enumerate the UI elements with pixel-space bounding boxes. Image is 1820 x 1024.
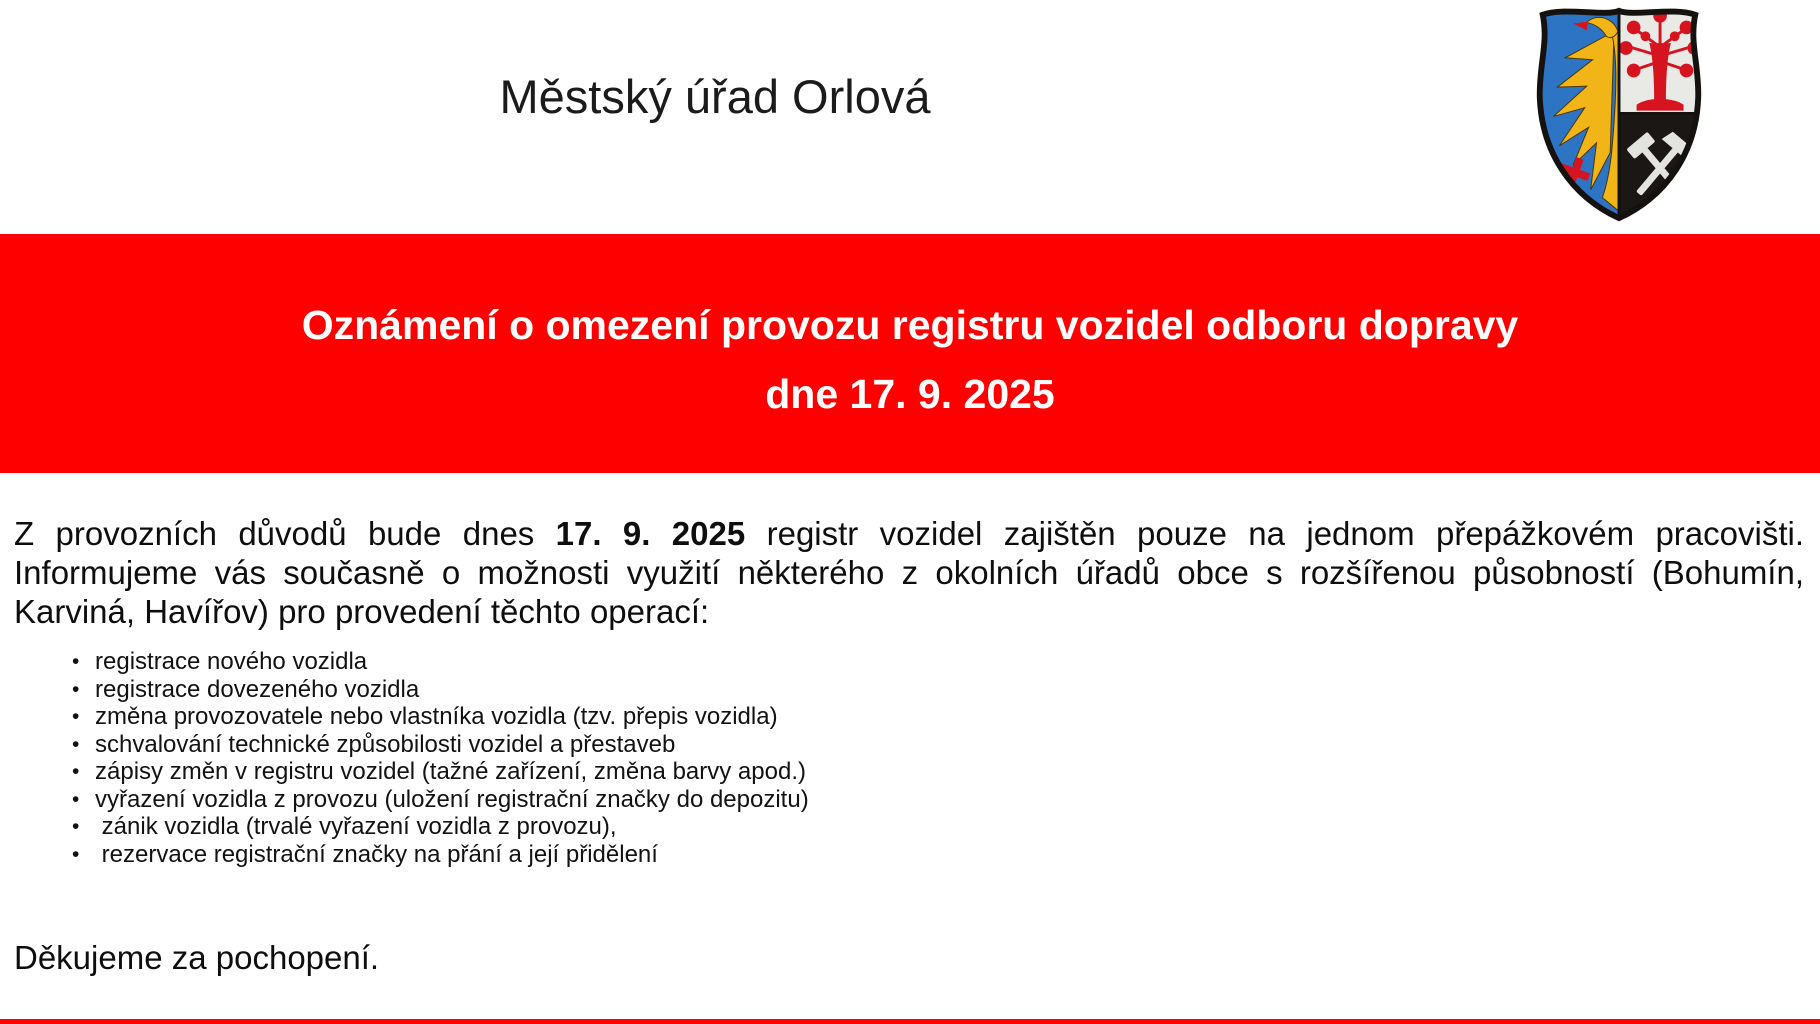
list-item <box>72 841 1222 869</box>
list-item <box>72 813 1222 841</box>
body-line-3: Karviná, Havířov) pro provedení těchto operací: <box>14 593 710 630</box>
bullet-icon: • <box>72 677 80 701</box>
list-item-text: vyřazení vozidla z provozu (uložení registrační značky do depozitu) <box>95 785 809 813</box>
list-item-text: zápisy změn v registru vozidel (tažné zařízení, změna barvy apod.) <box>95 758 806 785</box>
bullet-icon: • <box>72 650 80 673</box>
body-line-1-date: 17. 9. 2025 <box>555 515 746 552</box>
list-item-text: rezervace registrační značky na přání a její přidělení <box>95 840 658 868</box>
body-line-1-prefix: Z provozních důvodů bude dnes <box>14 515 535 552</box>
list-item <box>72 731 1222 759</box>
banner-title: Oznámení o omezení provozu registru vozidel odboru dopravy <box>301 302 1519 348</box>
bullet-icon: • <box>72 705 80 728</box>
bullet-icon: • <box>72 760 80 783</box>
banner-date: dne 17. 9. 2025 <box>765 371 1055 418</box>
body-paragraph <box>14 514 1804 631</box>
list-item-text: registrace nového vozidla <box>95 648 368 675</box>
list-item-text: zánik vozidla (trvalé vyřazení vozidla z provozu), <box>95 813 617 840</box>
orlova-coat-of-arms-icon <box>1526 4 1712 224</box>
list-item <box>72 758 1222 786</box>
shield-fields <box>1526 4 1712 224</box>
thanks-text: Děkujeme za pochopení. <box>14 939 380 976</box>
body-line-1 <box>14 514 1804 553</box>
body-line-1-suffix: registr vozidel zajištěn pouze na jednom přepážkovém pracovišti. <box>766 515 1804 552</box>
operations-list <box>72 648 1222 868</box>
list-item-text: registrace dovezeného vozidla <box>95 675 420 703</box>
bullet-icon: • <box>72 815 80 838</box>
page-title: Městský úřad Orlová <box>499 70 931 123</box>
list-item-text: změna provozovatele nebo vlastníka vozidla (tzv. přepis vozidla) <box>95 703 778 730</box>
body-line-2: Informujeme vás současně o možnosti využití některého z okolních úřadů obce s rozšířenou působností (Bohumín, <box>14 554 1804 591</box>
list-item-text: schvalování technické způsobilosti vozidel a přestaveb <box>95 730 676 758</box>
bullet-icon: • <box>72 787 80 811</box>
list-item <box>72 786 1222 814</box>
list-item <box>72 703 1222 731</box>
bullet-icon: • <box>72 842 80 866</box>
list-item <box>72 648 1222 676</box>
list-item <box>72 676 1222 704</box>
bullet-icon: • <box>72 732 80 756</box>
bottom-red-bar <box>0 1019 1820 1024</box>
notice-banner <box>0 234 1820 473</box>
